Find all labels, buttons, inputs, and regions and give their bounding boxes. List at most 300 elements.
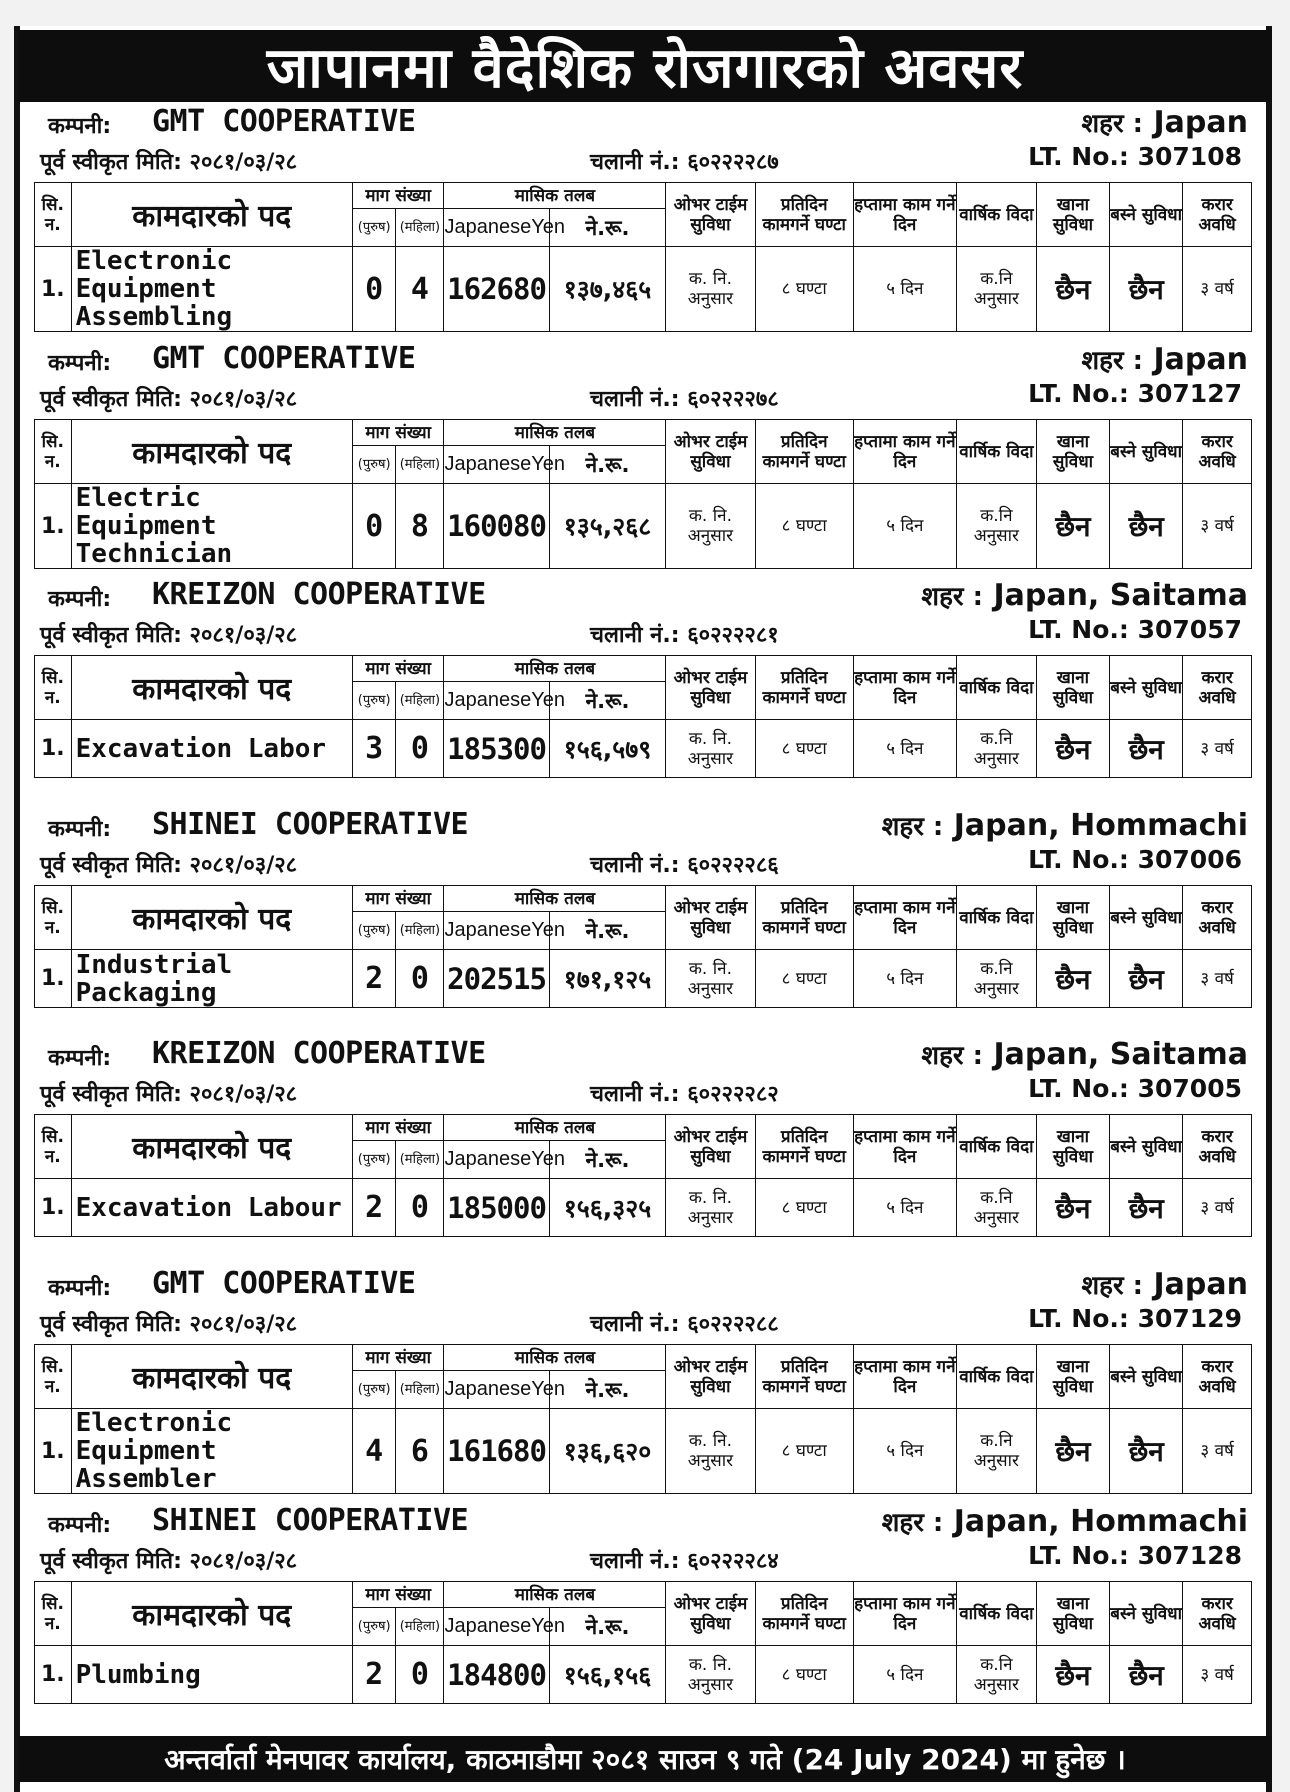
header-contract: करार अवधि xyxy=(1183,1115,1252,1179)
job-block xyxy=(34,104,1252,332)
cell-accommodation: छैन xyxy=(1110,247,1183,332)
chalani-value: ६०२२२२७८ xyxy=(687,387,779,412)
header-female: (महिला) xyxy=(396,1371,444,1409)
header-daily-hours: प्रतिदिन कामगर्ने घण्टा xyxy=(755,1582,853,1646)
company-name: KREIZON COOPERATIVE xyxy=(152,577,486,612)
city xyxy=(882,807,1248,843)
city xyxy=(1081,1266,1248,1302)
cell-food: छैन xyxy=(1036,484,1109,569)
header-annual-leave: वार्षिक विदा xyxy=(956,656,1036,720)
cell-contract: ३ वर्ष xyxy=(1183,1409,1252,1494)
lt-number xyxy=(1028,1541,1242,1570)
cell-hours: ८ घण्टा xyxy=(755,1179,853,1237)
cell-food: छैन xyxy=(1036,247,1109,332)
cell-leave: क.नि अनुसार xyxy=(956,247,1036,332)
header-daily-hours: प्रतिदिन कामगर्ने घण्टा xyxy=(755,183,853,247)
company-label: कम्पनी: xyxy=(48,587,112,612)
cell-accommodation: छैन xyxy=(1110,720,1183,778)
city xyxy=(1081,104,1248,140)
header-food: खाना सुविधा xyxy=(1036,1345,1109,1409)
chalani-value: ६०२२२२८६ xyxy=(687,853,779,878)
cell-sn: 1. xyxy=(35,720,72,778)
cell-days: ५ दिन xyxy=(853,1646,956,1704)
city xyxy=(882,1503,1248,1539)
cell-contract: ३ वर्ष xyxy=(1183,950,1252,1008)
cell-hours: ८ घण्टा xyxy=(755,1409,853,1494)
header-demand: माग संख्या xyxy=(352,420,444,446)
lt-value: 307057 xyxy=(1137,615,1242,644)
company-label: कम्पनी: xyxy=(48,1276,112,1301)
header-yen: JapaneseYen xyxy=(444,446,549,484)
header-position: कामदारको पद xyxy=(71,1582,352,1646)
header-overtime: ओभर टाईम सुविधा xyxy=(666,183,755,247)
chalani-value: ६०२२२२८४ xyxy=(687,1549,779,1574)
header-salary: मासिक तलब xyxy=(444,886,666,912)
chalani-number xyxy=(590,619,779,649)
lt-number xyxy=(1028,142,1242,171)
header-male: (पुरुष) xyxy=(352,446,395,484)
header-overtime: ओभर टाईम सुविधा xyxy=(666,420,755,484)
header-male: (पुरुष) xyxy=(352,682,395,720)
header-male: (पुरुष) xyxy=(352,209,395,247)
cell-position: Electronic Equipment Assembling xyxy=(71,247,352,332)
cell-position: Electronic Equipment Assembler xyxy=(71,1409,352,1494)
chalani-label: चलानी नं.: xyxy=(590,853,680,878)
approval-date: पूर्व स्वीकृत मिति: २०८१/०३/२८ xyxy=(40,1549,298,1574)
header-yen: JapaneseYen xyxy=(444,682,549,720)
header-food: खाना सुविधा xyxy=(1036,420,1109,484)
city-value: Japan, Hommachi xyxy=(953,1504,1248,1539)
header-position: कामदारको पद xyxy=(71,886,352,950)
header-overtime: ओभर टाईम सुविधा xyxy=(666,656,755,720)
header-food: खाना सुविधा xyxy=(1036,1115,1109,1179)
city-label: शहर : xyxy=(1081,109,1144,139)
header-overtime: ओभर टाईम सुविधा xyxy=(666,1582,755,1646)
header-demand: माग संख्या xyxy=(352,183,444,209)
cell-overtime: क. नि. अनुसार xyxy=(666,1409,755,1494)
chalani-value: ६०२२२२८७ xyxy=(687,150,779,175)
chalani-label: चलानी नं.: xyxy=(590,1549,680,1574)
cell-accommodation: छैन xyxy=(1110,1179,1183,1237)
header-npr: ने.रू. xyxy=(549,446,666,484)
lt-label: LT. No.: xyxy=(1028,1304,1129,1333)
poster-title: जापानमा वैदेशिक रोजगारको अवसर xyxy=(18,30,1272,102)
header-annual-leave: वार्षिक विदा xyxy=(956,183,1036,247)
header-overtime: ओभर टाईम सुविधा xyxy=(666,886,755,950)
cell-accommodation: छैन xyxy=(1110,484,1183,569)
cell-position: Electric Equipment Technician xyxy=(71,484,352,569)
cell-contract: ३ वर्ष xyxy=(1183,1646,1252,1704)
cell-sn: 1. xyxy=(35,1646,72,1704)
job-block xyxy=(34,341,1252,569)
header-position: कामदारको पद xyxy=(71,1115,352,1179)
cell-female: 0 xyxy=(396,950,444,1008)
cell-sn: 1. xyxy=(35,1179,72,1237)
cell-yen: 184800 xyxy=(444,1646,549,1704)
job-table xyxy=(34,655,1252,778)
header-daily-hours: प्रतिदिन कामगर्ने घण्टा xyxy=(755,420,853,484)
header-daily-hours: प्रतिदिन कामगर्ने घण्टा xyxy=(755,1345,853,1409)
header-female: (महिला) xyxy=(396,446,444,484)
header-male: (पुरुष) xyxy=(352,1371,395,1409)
cell-leave: क.नि अनुसार xyxy=(956,1179,1036,1237)
cell-yen: 160080 xyxy=(444,484,549,569)
cell-male: 2 xyxy=(352,1646,395,1704)
cell-hours: ८ घण्टा xyxy=(755,247,853,332)
header-position: कामदारको पद xyxy=(71,420,352,484)
cell-overtime: क. नि. अनुसार xyxy=(666,950,755,1008)
lt-value: 307129 xyxy=(1137,1304,1242,1333)
cell-sn: 1. xyxy=(35,484,72,569)
job-block xyxy=(34,1503,1252,1704)
city-value: Japan, Saitama xyxy=(993,578,1248,613)
header-salary: मासिक तलब xyxy=(444,183,666,209)
header-npr: ने.रू. xyxy=(549,912,666,950)
chalani-label: चलानी नं.: xyxy=(590,387,680,412)
city-value: Japan, Saitama xyxy=(993,1037,1248,1072)
cell-female: 0 xyxy=(396,720,444,778)
cell-overtime: क. नि. अनुसार xyxy=(666,247,755,332)
lt-value: 307127 xyxy=(1137,379,1242,408)
cell-position: Excavation Labor xyxy=(71,720,352,778)
header-npr: ने.रू. xyxy=(549,209,666,247)
header-position: कामदारको पद xyxy=(71,183,352,247)
lt-value: 307108 xyxy=(1137,142,1242,171)
header-weekly-days: हप्तामा काम गर्ने दिन xyxy=(853,183,956,247)
cell-npr: १५६,३२५ xyxy=(549,1179,666,1237)
cell-npr: १३५,२६८ xyxy=(549,484,666,569)
header-food: खाना सुविधा xyxy=(1036,656,1109,720)
cell-food: छैन xyxy=(1036,1409,1109,1494)
header-npr: ने.रू. xyxy=(549,1141,666,1179)
cell-position: Excavation Labour xyxy=(71,1179,352,1237)
cell-yen: 162680 xyxy=(444,247,549,332)
table-row xyxy=(35,247,1252,332)
job-table xyxy=(34,1581,1252,1704)
header-sn: सि. न. xyxy=(35,1115,72,1179)
header-demand: माग संख्या xyxy=(352,1115,444,1141)
header-female: (महिला) xyxy=(396,1608,444,1646)
header-salary: मासिक तलब xyxy=(444,1345,666,1371)
table-row xyxy=(35,1646,1252,1704)
approval-date: पूर्व स्वीकृत मिति: २०८१/०३/२८ xyxy=(40,150,298,175)
table-row xyxy=(35,484,1252,569)
cell-food: छैन xyxy=(1036,720,1109,778)
cell-food: छैन xyxy=(1036,950,1109,1008)
job-table xyxy=(34,1344,1252,1494)
header-annual-leave: वार्षिक विदा xyxy=(956,1345,1036,1409)
cell-days: ५ दिन xyxy=(853,1409,956,1494)
header-sn: सि. न. xyxy=(35,183,72,247)
chalani-label: चलानी नं.: xyxy=(590,1312,680,1337)
header-male: (पुरुष) xyxy=(352,1608,395,1646)
lt-label: LT. No.: xyxy=(1028,379,1129,408)
approval-date: पूर्व स्वीकृत मिति: २०८१/०३/२८ xyxy=(40,1312,298,1337)
lt-number xyxy=(1028,1304,1242,1333)
city-value: Japan xyxy=(1153,1267,1248,1302)
chalani-number xyxy=(590,1308,779,1338)
lt-label: LT. No.: xyxy=(1028,1074,1129,1103)
header-demand: माग संख्या xyxy=(352,1345,444,1371)
chalani-label: चलानी नं.: xyxy=(590,150,680,175)
header-weekly-days: हप्तामा काम गर्ने दिन xyxy=(853,1115,956,1179)
job-table xyxy=(34,182,1252,332)
company-label: कम्पनी: xyxy=(48,1046,112,1071)
cell-npr: १३७,४६५ xyxy=(549,247,666,332)
header-demand: माग संख्या xyxy=(352,886,444,912)
city xyxy=(1081,341,1248,377)
cell-yen: 202515 xyxy=(444,950,549,1008)
cell-leave: क.नि अनुसार xyxy=(956,950,1036,1008)
cell-accommodation: छैन xyxy=(1110,1646,1183,1704)
header-npr: ने.रू. xyxy=(549,1608,666,1646)
lt-value: 307128 xyxy=(1137,1541,1242,1570)
cell-leave: क.नि अनुसार xyxy=(956,484,1036,569)
chalani-number xyxy=(590,1078,779,1108)
header-yen: JapaneseYen xyxy=(444,1371,549,1409)
cell-npr: १५६,१५६ xyxy=(549,1646,666,1704)
header-male: (पुरुष) xyxy=(352,912,395,950)
cell-days: ५ दिन xyxy=(853,720,956,778)
city-label: शहर : xyxy=(881,1508,944,1538)
cell-accommodation: छैन xyxy=(1110,950,1183,1008)
cell-yen: 185300 xyxy=(444,720,549,778)
header-contract: करार अवधि xyxy=(1183,886,1252,950)
header-daily-hours: प्रतिदिन कामगर्ने घण्टा xyxy=(755,1115,853,1179)
cell-days: ५ दिन xyxy=(853,484,956,569)
lt-label: LT. No.: xyxy=(1028,1541,1129,1570)
table-row xyxy=(35,1179,1252,1237)
cell-sn: 1. xyxy=(35,950,72,1008)
lt-number xyxy=(1028,615,1242,644)
company-name: GMT COOPERATIVE xyxy=(152,1266,416,1301)
cell-female: 8 xyxy=(396,484,444,569)
header-female: (महिला) xyxy=(396,912,444,950)
header-demand: माग संख्या xyxy=(352,656,444,682)
cell-male: 2 xyxy=(352,950,395,1008)
header-sn: सि. न. xyxy=(35,656,72,720)
header-food: खाना सुविधा xyxy=(1036,886,1109,950)
header-accommodation: बस्ने सुविधा xyxy=(1110,656,1183,720)
header-daily-hours: प्रतिदिन कामगर्ने घण्टा xyxy=(755,886,853,950)
table-row xyxy=(35,950,1252,1008)
header-position: कामदारको पद xyxy=(71,656,352,720)
header-npr: ने.रू. xyxy=(549,682,666,720)
header-accommodation: बस्ने सुविधा xyxy=(1110,1345,1183,1409)
city-value: Japan, Hommachi xyxy=(953,808,1248,843)
company-name: GMT COOPERATIVE xyxy=(152,341,416,376)
header-annual-leave: वार्षिक विदा xyxy=(956,420,1036,484)
table-row xyxy=(35,720,1252,778)
cell-contract: ३ वर्ष xyxy=(1183,247,1252,332)
header-sn: सि. न. xyxy=(35,1345,72,1409)
job-block xyxy=(34,1036,1252,1237)
chalani-value: ६०२२२२८८ xyxy=(687,1312,779,1337)
header-annual-leave: वार्षिक विदा xyxy=(956,1115,1036,1179)
lt-value: 307006 xyxy=(1137,845,1242,874)
city-label: शहर : xyxy=(881,812,944,842)
cell-days: ५ दिन xyxy=(853,950,956,1008)
header-weekly-days: हप्तामा काम गर्ने दिन xyxy=(853,1582,956,1646)
header-yen: JapaneseYen xyxy=(444,1608,549,1646)
header-daily-hours: प्रतिदिन कामगर्ने घण्टा xyxy=(755,656,853,720)
header-demand: माग संख्या xyxy=(352,1582,444,1608)
header-annual-leave: वार्षिक विदा xyxy=(956,1582,1036,1646)
city-value: Japan xyxy=(1153,342,1248,377)
approval-date: पूर्व स्वीकृत मिति: २०८१/०३/२८ xyxy=(40,623,298,648)
cell-overtime: क. नि. अनुसार xyxy=(666,1646,755,1704)
header-yen: JapaneseYen xyxy=(444,209,549,247)
header-sn: सि. न. xyxy=(35,886,72,950)
lt-number xyxy=(1028,379,1242,408)
cell-overtime: क. नि. अनुसार xyxy=(666,484,755,569)
lt-label: LT. No.: xyxy=(1028,615,1129,644)
header-sn: सि. न. xyxy=(35,420,72,484)
approval-date: पूर्व स्वीकृत मिति: २०८१/०३/२८ xyxy=(40,387,298,412)
company-label: कम्पनी: xyxy=(48,817,112,842)
company-name: GMT COOPERATIVE xyxy=(152,104,416,139)
cell-npr: १३६,६२० xyxy=(549,1409,666,1494)
chalani-label: चलानी नं.: xyxy=(590,623,680,648)
city xyxy=(921,577,1248,613)
header-salary: मासिक तलब xyxy=(444,1115,666,1141)
cell-days: ५ दिन xyxy=(853,247,956,332)
cell-food: छैन xyxy=(1036,1646,1109,1704)
company-label: कम्पनी: xyxy=(48,114,112,139)
header-yen: JapaneseYen xyxy=(444,912,549,950)
cell-npr: १७१,१२५ xyxy=(549,950,666,1008)
table-row xyxy=(35,1409,1252,1494)
cell-overtime: क. नि. अनुसार xyxy=(666,1179,755,1237)
lt-label: LT. No.: xyxy=(1028,142,1129,171)
city-label: शहर : xyxy=(1081,346,1144,376)
cell-female: 0 xyxy=(396,1646,444,1704)
cell-leave: क.नि अनुसार xyxy=(956,720,1036,778)
cell-leave: क.नि अनुसार xyxy=(956,1646,1036,1704)
chalani-number xyxy=(590,1545,779,1575)
lt-number xyxy=(1028,1074,1242,1103)
city-label: शहर : xyxy=(921,1041,983,1071)
header-contract: करार अवधि xyxy=(1183,1582,1252,1646)
chalani-value: ६०२२२२८२ xyxy=(687,1082,779,1107)
header-weekly-days: हप्तामा काम गर्ने दिन xyxy=(853,1345,956,1409)
cell-sn: 1. xyxy=(35,247,72,332)
header-male: (पुरुष) xyxy=(352,1141,395,1179)
job-table xyxy=(34,1114,1252,1237)
cell-female: 4 xyxy=(396,247,444,332)
header-food: खाना सुविधा xyxy=(1036,1582,1109,1646)
header-weekly-days: हप्तामा काम गर्ने दिन xyxy=(853,420,956,484)
cell-female: 6 xyxy=(396,1409,444,1494)
cell-contract: ३ वर्ष xyxy=(1183,720,1252,778)
header-food: खाना सुविधा xyxy=(1036,183,1109,247)
header-sn: सि. न. xyxy=(35,1582,72,1646)
lt-label: LT. No.: xyxy=(1028,845,1129,874)
company-name: SHINEI COOPERATIVE xyxy=(152,1503,469,1538)
company-label: कम्पनी: xyxy=(48,1513,112,1538)
header-female: (महिला) xyxy=(396,209,444,247)
cell-male: 2 xyxy=(352,1179,395,1237)
approval-date: पूर्व स्वीकृत मिति: २०८१/०३/२८ xyxy=(40,1082,298,1107)
company-name: SHINEI COOPERATIVE xyxy=(152,807,469,842)
header-position: कामदारको पद xyxy=(71,1345,352,1409)
header-yen: JapaneseYen xyxy=(444,1141,549,1179)
chalani-number xyxy=(590,849,779,879)
header-salary: मासिक तलब xyxy=(444,656,666,682)
cell-accommodation: छैन xyxy=(1110,1409,1183,1494)
chalani-label: चलानी नं.: xyxy=(590,1082,680,1107)
header-weekly-days: हप्तामा काम गर्ने दिन xyxy=(853,656,956,720)
header-accommodation: बस्ने सुविधा xyxy=(1110,1115,1183,1179)
cell-overtime: क. नि. अनुसार xyxy=(666,720,755,778)
lt-value: 307005 xyxy=(1137,1074,1242,1103)
header-contract: करार अवधि xyxy=(1183,183,1252,247)
header-contract: करार अवधि xyxy=(1183,420,1252,484)
header-salary: मासिक तलब xyxy=(444,1582,666,1608)
cell-male: 4 xyxy=(352,1409,395,1494)
interview-notice: अन्तर्वार्ता मेनपावर कार्यालय, काठमाडौमा २०८१ साउन ९ गते (24 July 2024) मा हुनेछ । xyxy=(18,1736,1272,1782)
job-block xyxy=(34,577,1252,778)
header-annual-leave: वार्षिक विदा xyxy=(956,886,1036,950)
cell-position: Plumbing xyxy=(71,1646,352,1704)
header-female: (महिला) xyxy=(396,1141,444,1179)
chalani-value: ६०२२२२८१ xyxy=(687,623,779,648)
header-contract: करार अवधि xyxy=(1183,656,1252,720)
job-table xyxy=(34,885,1252,1008)
header-accommodation: बस्ने सुविधा xyxy=(1110,886,1183,950)
header-accommodation: बस्ने सुविधा xyxy=(1110,1582,1183,1646)
cell-male: 3 xyxy=(352,720,395,778)
job-table xyxy=(34,419,1252,569)
cell-yen: 161680 xyxy=(444,1409,549,1494)
cell-position: Industrial Packaging xyxy=(71,950,352,1008)
cell-female: 0 xyxy=(396,1179,444,1237)
cell-hours: ८ घण्टा xyxy=(755,1646,853,1704)
cell-contract: ३ वर्ष xyxy=(1183,1179,1252,1237)
header-overtime: ओभर टाईम सुविधा xyxy=(666,1345,755,1409)
city-label: शहर : xyxy=(921,582,983,612)
city-value: Japan xyxy=(1153,105,1248,140)
cell-male: 0 xyxy=(352,247,395,332)
chalani-number xyxy=(590,383,779,413)
header-salary: मासिक तलब xyxy=(444,420,666,446)
cell-contract: ३ वर्ष xyxy=(1183,484,1252,569)
cell-leave: क.नि अनुसार xyxy=(956,1409,1036,1494)
cell-hours: ८ घण्टा xyxy=(755,720,853,778)
cell-sn: 1. xyxy=(35,1409,72,1494)
header-npr: ने.रू. xyxy=(549,1371,666,1409)
header-accommodation: बस्ने सुविधा xyxy=(1110,420,1183,484)
header-female: (महिला) xyxy=(396,682,444,720)
job-block xyxy=(34,807,1252,1008)
cell-food: छैन xyxy=(1036,1179,1109,1237)
job-block xyxy=(34,1266,1252,1494)
company-label: कम्पनी: xyxy=(48,351,112,376)
approval-date: पूर्व स्वीकृत मिति: २०८१/०३/२८ xyxy=(40,853,298,878)
company-name: KREIZON COOPERATIVE xyxy=(152,1036,486,1071)
lt-number xyxy=(1028,845,1242,874)
header-accommodation: बस्ने सुविधा xyxy=(1110,183,1183,247)
header-overtime: ओभर टाईम सुविधा xyxy=(666,1115,755,1179)
cell-days: ५ दिन xyxy=(853,1179,956,1237)
chalani-number xyxy=(590,146,779,176)
cell-npr: १५६,५७९ xyxy=(549,720,666,778)
header-contract: करार अवधि xyxy=(1183,1345,1252,1409)
cell-male: 0 xyxy=(352,484,395,569)
cell-yen: 185000 xyxy=(444,1179,549,1237)
city-label: शहर : xyxy=(1081,1271,1144,1301)
cell-hours: ८ घण्टा xyxy=(755,950,853,1008)
